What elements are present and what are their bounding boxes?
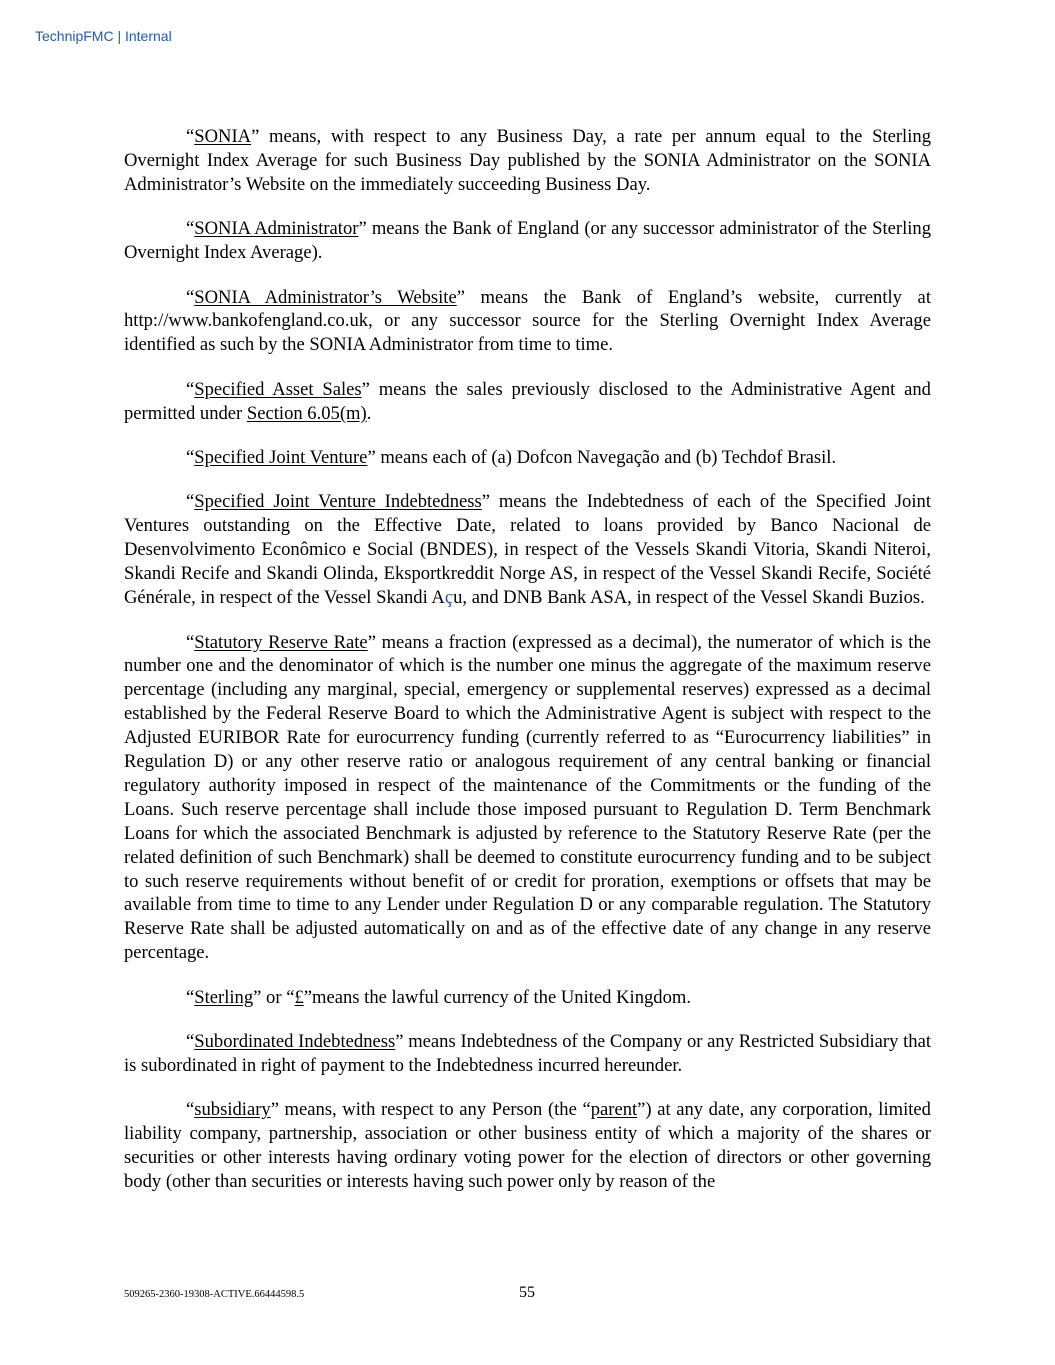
- definition-tail: u, and DNB Bank ASA, in respect of the Vessel Skandi Buzios.: [453, 587, 925, 609]
- document-body: [124, 125, 931, 1194]
- definition-statutory-reserve-rate: “Statutory Reserve Rate” means a fraction (expressed as a decimal), the numerator of which is the number one and the denominator of which is the number one minus the aggregate of the maximum reserve percentage (including any marginal, special, emergency or supplemental reserves) expressed as a decimal established by the Federal Reserve Board to which the Administrative Agent is subject with respect to the Adjusted EURIBOR Rate for eurocurrency funding (currently referred to as “Eurocurrency liabilities” in Regulation D) or any other reserve ratio or analogous requirement of any central banking or financial regulatory authority imposed in respect of the maintenance of the Commitments or the funding of the Loans. Such reserve percentage shall include those imposed pursuant to Regulation D. Term Benchmark Loans for which the associated Benchmark is adjusted by reference to the Statutory Reserve Rate (per the related definition of such Benchmark) shall be deemed to constitute eurocurrency funding and to be subject to such reserve requirements without benefit of or credit for proration, exemptions or offsets that may be available from time to time to any Lender under Regulation D or any comparable regulation. The Statutory Reserve Rate shall be adjusted automatically on and as of the effective date of any change in any reserve percentage.: [124, 631, 931, 964]
- defined-term: Specified Asset Sales: [194, 378, 362, 400]
- classification-label: TechnipFMC | Internal: [35, 28, 172, 44]
- definition-subsidiary: “subsidiary” means, with respect to any Person (the “parent”) at any date, any corporation, limited liability company, partnership, association or other business entity of which a majority of the shares or securities or other interests having ordinary voting power for the election of directors or other governing body (other than securities or interests having such power only by reason of the: [124, 1099, 931, 1193]
- accent-character: ç: [444, 587, 454, 609]
- definition-specified-asset-sales: “Specified Asset Sales” means the sales previously disclosed to the Administrative Agent and permitted under Section 6.05(m).: [124, 378, 931, 424]
- defined-term-parent: parent: [590, 1099, 638, 1121]
- defined-term: SONIA Administrator’s Website: [194, 286, 457, 308]
- definition-specified-joint-venture: “Specified Joint Venture” means each of (a) Dofcon Navegação and (b) Techdof Brasil.: [186, 447, 837, 469]
- page-number: 55: [519, 1284, 535, 1301]
- defined-term: subsidiary: [194, 1099, 271, 1121]
- definition-sonia-website: “SONIA Administrator’s Website” means the Bank of England’s website, currently at http://www.bankofengland.co.uk, or any successor source for the Sterling Overnight Index Average identified as such by the SONIA Administrator from time to time.: [124, 286, 931, 356]
- defined-term-symbol: £: [294, 986, 304, 1008]
- definition-sterling: “Sterling” or “£”means the lawful currency of the United Kingdom.: [186, 986, 691, 1008]
- definition-sjv-indebtedness: “Specified Joint Venture Indebtedness” means the Indebtedness of each of the Specified Joint Ventures outstanding on the Effective Date, related to loans provided by Banco Nacional de Desenvolvimento Econômico e Social (BNDES), in respect of the Vessels Skandi Vitoria, Skandi Niteroi, Skandi Recife and Skandi Olinda, Eksportkreddit Norge AS, in respect of the Vessel Skandi Recife, Société Générale, in respect of the Vessel Skandi Açu, and DNB Bank ASA, in respect of the Vessel Skandi Buzios.: [124, 491, 931, 609]
- section-reference: Section 6.05(m): [246, 402, 367, 424]
- definition-text: ” means Indebtedness of the Company or any Restricted Subsidiary that is subordinated in right of payment to the Indebtedness incurred hereunder.: [124, 1031, 932, 1076]
- definition-text: ” means a fraction (expressed as a decimal), the numerator of which is the number one and the denominator of which is the number one minus the aggregate of the maximum reserve percentage (including any marginal, special, emergency or supplemental reserves) expressed as a decimal established by the Federal Reserve Board to which the Administrative Agent is subject with respect to the Adjusted EURIBOR Rate for eurocurrency funding (currently referred to as “Eurocurrency liabilities” in Regulation D) or any other reserve ratio or analogous requirement of any central banking or financial regulatory authority imposed in respect of the maintenance of the Commitments or the funding of the Loans. Such reserve percentage shall include those imposed pursuant to Regulation D. Term Benchmark Loans for which the associated Benchmark is adjusted by reference to the Statutory Reserve Rate (per the related definition of such Benchmark) shall be deemed to constitute eurocurrency funding and to be subject to such reserve requirements without benefit of or credit for proration, exemptions or offsets that may be available from time to time to any Lender under Regulation D or any comparable regulation. The Statutory Reserve Rate shall be adjusted automatically on and as of the effective date of any change in any reserve percentage.: [124, 631, 931, 964]
- definition-tail: ”) at any date, any corporation, limited liability company, partnership, association or other business entity of which a majority of the shares or securities or other interests having ordinary voting power for the election of directors or other governing body (other than securities or interests having such power only by reason of the: [124, 1099, 931, 1193]
- defined-term: SONIA Administrator: [194, 218, 359, 240]
- footer-document-id: 509265-2360-19308-ACTIVE.66444598.5: [124, 1289, 305, 1300]
- defined-term: Specified Joint Venture Indebtedness: [194, 491, 482, 513]
- definition-text: ”means the lawful currency of the United Kingdom.: [303, 986, 691, 1008]
- definition-sonia: “SONIA” means, with respect to any Business Day, a rate per annum equal to the Sterling Overnight Index Average for such Business Day published by the SONIA Administrator on the SONIA Administrator’s Website on the immediately succeeding Business Day.: [124, 126, 931, 195]
- definition-sonia-administrator: “SONIA Administrator” means the Bank of England (or any successor administrator of the Sterling Overnight Index Average).: [124, 218, 931, 264]
- definition-text: ” means the sales previously disclosed to the Administrative Agent and permitted under: [124, 378, 931, 424]
- definition-subordinated-indebtedness: “Subordinated Indebtedness” means Indebtedness of the Company or any Restricted Subsidiary that is subordinated in right of payment to the Indebtedness incurred hereunder.: [124, 1031, 932, 1076]
- definition-tail: .: [366, 402, 372, 424]
- definition-text: ” means each of (a) Dofcon Navegação and (b) Techdof Brasil.: [367, 447, 837, 469]
- defined-term: SONIA: [194, 126, 252, 147]
- definition-text: ” means the Indebtedness of each of the Specified Joint Ventures outstanding on the Effective Date, related to loans provided by Banco Nacional de Desenvolvimento Econômico e Social (BNDES), in respect of the Vessels Skandi Vitoria, Skandi Niteroi, Skandi Recife and Skandi Olinda, Eksportkreddit Norge AS, in respect of the Vessel Skandi Recife, Société Générale, in respect of the Vessel Skandi A: [124, 491, 931, 609]
- defined-term: Specified Joint Venture: [194, 447, 368, 469]
- definition-connector: ” or “: [253, 986, 295, 1008]
- definition-text: ” means the Bank of England’s website, currently at http://www.bankofengland.co.uk, or any successor source for the Sterling Overnight Index Average identified as such by the SONIA Administrator from time to time.: [124, 286, 931, 356]
- definition-text: ” means the Bank of England (or any successor administrator of the Sterling Overnight Index Average).: [124, 218, 931, 264]
- defined-term: Subordinated Indebtedness: [194, 1031, 396, 1053]
- defined-term: Sterling: [194, 986, 254, 1008]
- definition-text: ” means, with respect to any Business Day, a rate per annum equal to the Sterling Overnight Index Average for such Business Day published by the SONIA Administrator on the SONIA Administrator’s Website on the immediately succeeding Business Day.: [124, 126, 931, 195]
- defined-term: Statutory Reserve Rate: [194, 631, 368, 653]
- definition-text: ” means, with respect to any Person (the “: [270, 1099, 591, 1121]
